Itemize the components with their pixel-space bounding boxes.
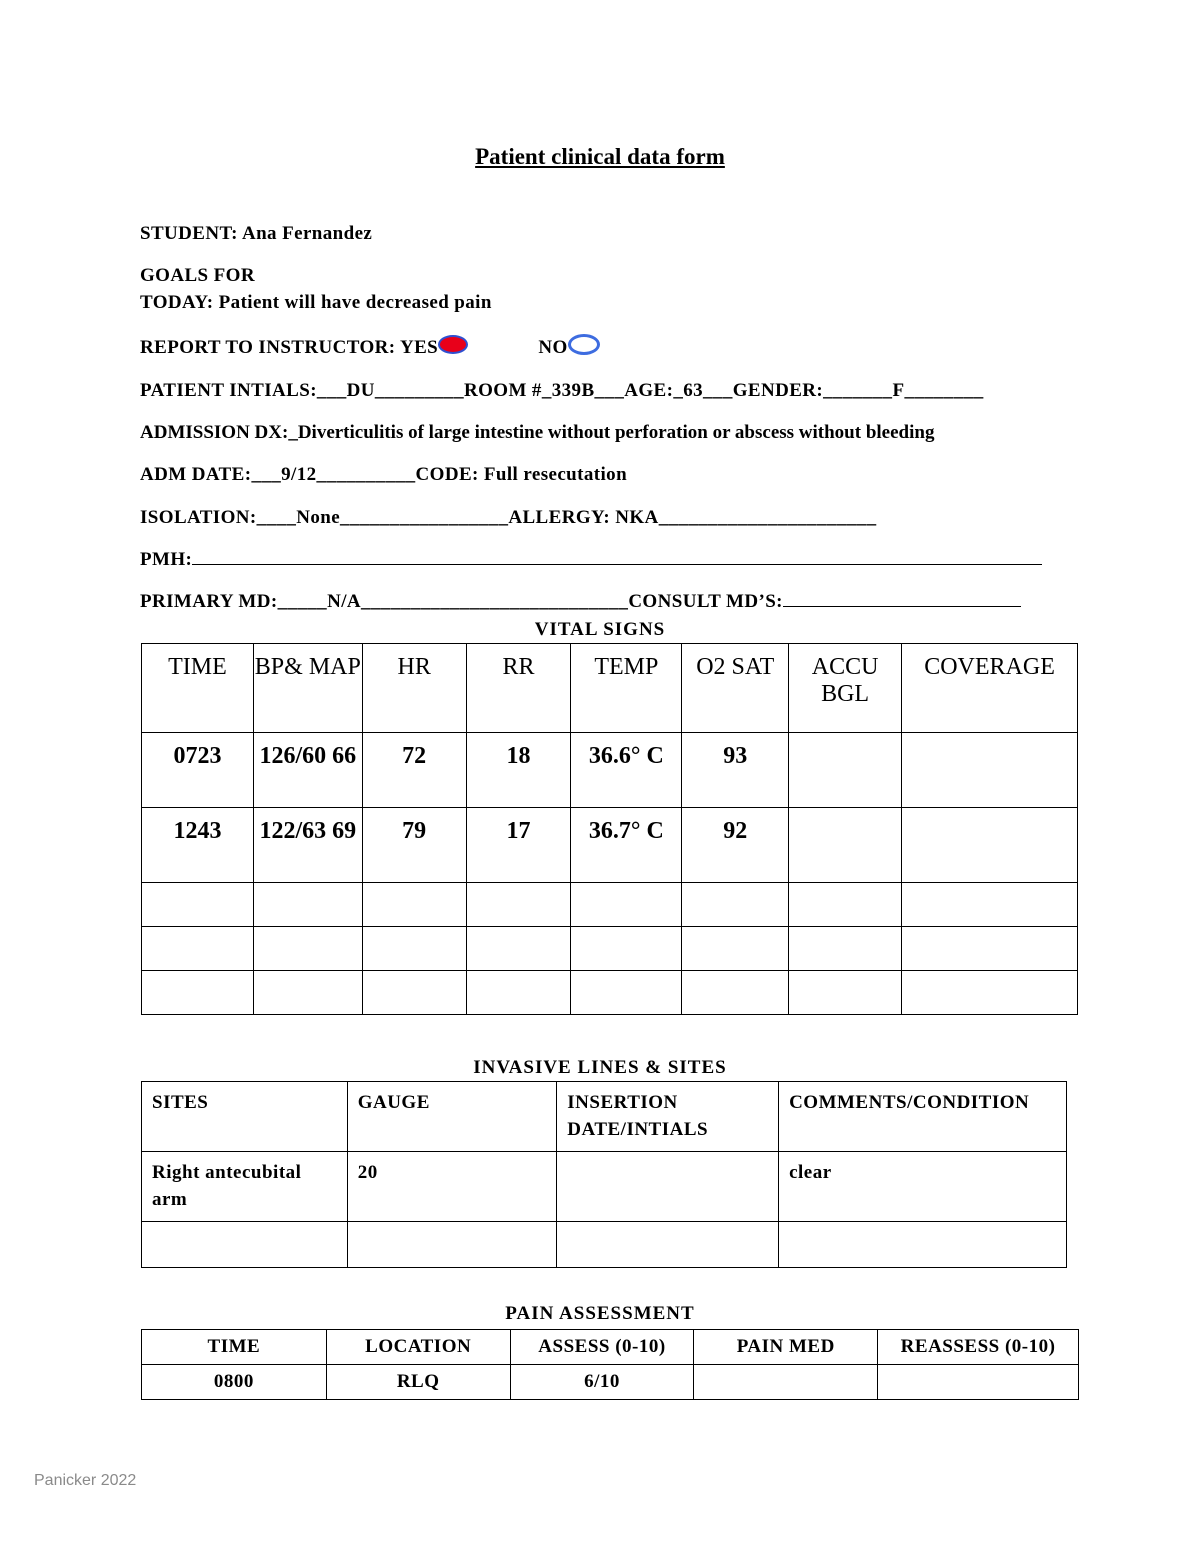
cell-coverage bbox=[902, 733, 1078, 808]
initials-label: PATIENT INTIALS: bbox=[140, 380, 317, 401]
cell-comments: clear bbox=[779, 1152, 1067, 1222]
table-row bbox=[142, 927, 1078, 971]
cell-hr bbox=[362, 927, 466, 971]
table-row bbox=[142, 1152, 1067, 1222]
cell-o2-sat bbox=[682, 883, 789, 927]
cell-accu-bgl bbox=[789, 971, 902, 1015]
cell-insertion bbox=[557, 1152, 779, 1222]
cell-rr: 18 bbox=[466, 733, 571, 808]
pmh-value bbox=[192, 564, 1042, 565]
vital-signs-table bbox=[141, 643, 1078, 1015]
adm-date-label: ADM DATE: bbox=[140, 464, 252, 485]
cell-coverage bbox=[902, 808, 1078, 883]
cell-time: 1243 bbox=[142, 808, 254, 883]
header-hr: HR bbox=[362, 644, 466, 733]
cell-hr bbox=[362, 883, 466, 927]
cell-accu-bgl bbox=[789, 733, 902, 808]
adm-date-line bbox=[140, 464, 627, 486]
report-to-instructor bbox=[140, 337, 600, 359]
cell-o2-sat bbox=[682, 927, 789, 971]
cell-accu-bgl bbox=[789, 927, 902, 971]
header-temp: TEMP bbox=[571, 644, 682, 733]
cell-hr: 72 bbox=[362, 733, 466, 808]
cell-rr bbox=[466, 971, 571, 1015]
cell-site bbox=[142, 1222, 348, 1268]
header-reassess: REASSESS (0-10) bbox=[878, 1330, 1079, 1365]
isolation-line bbox=[140, 507, 877, 529]
vital-signs-title: VITAL SIGNS bbox=[534, 619, 666, 640]
pain-assessment-title: PAIN ASSESSMENT bbox=[505, 1303, 695, 1324]
header-assess: ASSESS (0-10) bbox=[510, 1330, 694, 1365]
cell-bp-map: 126/60 66 bbox=[253, 733, 362, 808]
pmh-label: PMH: bbox=[140, 549, 193, 570]
cell-coverage bbox=[902, 971, 1078, 1015]
admission-dx: ADMISSION DX:_Diverticulitis of large intestine without perforation or abscess without bleeding bbox=[140, 422, 935, 443]
cell-hr bbox=[362, 971, 466, 1015]
header-bp-map: BP& MAP bbox=[253, 644, 362, 733]
patient-line bbox=[140, 380, 984, 402]
cell-o2-sat: 93 bbox=[682, 733, 789, 808]
cell-coverage bbox=[902, 927, 1078, 971]
header-pain-med: PAIN MED bbox=[694, 1330, 878, 1365]
cell-bp-map bbox=[253, 883, 362, 927]
cell-accu-bgl bbox=[789, 808, 902, 883]
primary-md-value: _____N/A___________________________ bbox=[277, 591, 629, 612]
footer-text: Panicker 2022 bbox=[34, 1472, 137, 1489]
primary-md-label: PRIMARY MD: bbox=[140, 591, 278, 612]
header-insertion: INSERTION DATE/INTIALS bbox=[557, 1082, 779, 1152]
invasive-lines-title: INVASIVE LINES & SITES bbox=[473, 1057, 727, 1078]
header-time: TIME bbox=[142, 1330, 327, 1365]
cell-reassess bbox=[878, 1365, 1079, 1400]
page-title: Patient clinical data form bbox=[475, 144, 725, 169]
cell-insertion bbox=[557, 1222, 779, 1268]
header-accu-bgl: ACCU BGL bbox=[789, 644, 902, 733]
cell-time bbox=[142, 883, 254, 927]
cell-temp: 36.7° C bbox=[571, 808, 682, 883]
cell-o2-sat bbox=[682, 971, 789, 1015]
header-o2-sat: O2 SAT bbox=[682, 644, 789, 733]
pain-assessment-header-row bbox=[142, 1330, 1079, 1365]
cell-temp bbox=[571, 927, 682, 971]
gender-label: GENDER: bbox=[732, 380, 824, 401]
header-location: LOCATION bbox=[326, 1330, 510, 1365]
student-line: STUDENT: Ana Fernandez bbox=[140, 223, 373, 244]
cell-comments bbox=[779, 1222, 1067, 1268]
yes-radio-selected-icon[interactable] bbox=[438, 335, 468, 354]
header-rr: RR bbox=[466, 644, 571, 733]
cell-time: 0723 bbox=[142, 733, 254, 808]
header-comments: COMMENTS/CONDITION bbox=[779, 1082, 1067, 1152]
cell-coverage bbox=[902, 883, 1078, 927]
adm-date-value: ___9/12__________ bbox=[251, 464, 416, 485]
table-row bbox=[142, 883, 1078, 927]
table-row bbox=[142, 808, 1078, 883]
cell-time bbox=[142, 971, 254, 1015]
cell-temp bbox=[571, 883, 682, 927]
cell-site: Right antecubital arm bbox=[142, 1152, 348, 1222]
cell-hr: 79 bbox=[362, 808, 466, 883]
cell-assess: 6/10 bbox=[510, 1365, 694, 1400]
cell-pain-med bbox=[694, 1365, 878, 1400]
cell-rr bbox=[466, 927, 571, 971]
invasive-lines-table bbox=[141, 1081, 1067, 1268]
initials-value: ___DU_________ bbox=[316, 380, 464, 401]
allergy-label: ALLERGY: NKA bbox=[508, 507, 659, 528]
cell-gauge: 20 bbox=[347, 1152, 557, 1222]
room-label: ROOM # bbox=[463, 380, 542, 401]
room-value: _339B___ bbox=[541, 380, 625, 401]
gender-value: _______F________ bbox=[823, 380, 984, 401]
cell-accu-bgl bbox=[789, 883, 902, 927]
cell-rr bbox=[466, 883, 571, 927]
cell-time: 0800 bbox=[142, 1365, 327, 1400]
cell-rr: 17 bbox=[466, 808, 571, 883]
table-row bbox=[142, 971, 1078, 1015]
goals-line-1: GOALS FOR bbox=[140, 265, 255, 286]
table-row bbox=[142, 1222, 1067, 1268]
age-label: AGE: bbox=[624, 380, 674, 401]
code-label: CODE: Full resecutation bbox=[415, 464, 628, 485]
cell-o2-sat: 92 bbox=[682, 808, 789, 883]
cell-temp bbox=[571, 971, 682, 1015]
no-label: NO bbox=[538, 337, 568, 358]
cell-gauge bbox=[347, 1222, 557, 1268]
pmh-line bbox=[140, 549, 1042, 571]
header-sites: SITES bbox=[142, 1082, 348, 1152]
isolation-value: ____None_________________ bbox=[256, 507, 509, 528]
table-row bbox=[142, 733, 1078, 808]
vital-signs-header-row bbox=[142, 644, 1078, 733]
header-gauge: GAUGE bbox=[347, 1082, 557, 1152]
goals-line-2: TODAY: Patient will have decreased pain bbox=[140, 292, 492, 313]
no-radio-icon[interactable] bbox=[568, 334, 600, 355]
age-value: _63___ bbox=[673, 380, 733, 401]
consult-md-value bbox=[783, 606, 1021, 607]
isolation-label: ISOLATION: bbox=[140, 507, 257, 528]
cell-bp-map: 122/63 69 bbox=[253, 808, 362, 883]
pain-assessment-table bbox=[141, 1329, 1079, 1400]
report-label: REPORT TO INSTRUCTOR: YES bbox=[140, 337, 439, 358]
cell-bp-map bbox=[253, 971, 362, 1015]
header-time: TIME bbox=[142, 644, 254, 733]
consult-md-label: CONSULT MD’S: bbox=[628, 591, 783, 612]
table-row bbox=[142, 1365, 1079, 1400]
cell-time bbox=[142, 927, 254, 971]
allergy-blank: ______________________ bbox=[658, 507, 877, 528]
primary-md-line bbox=[140, 591, 1021, 613]
header-coverage: COVERAGE bbox=[902, 644, 1078, 733]
cell-temp: 36.6° C bbox=[571, 733, 682, 808]
invasive-lines-header-row bbox=[142, 1082, 1067, 1152]
cell-location: RLQ bbox=[326, 1365, 510, 1400]
cell-bp-map bbox=[253, 927, 362, 971]
